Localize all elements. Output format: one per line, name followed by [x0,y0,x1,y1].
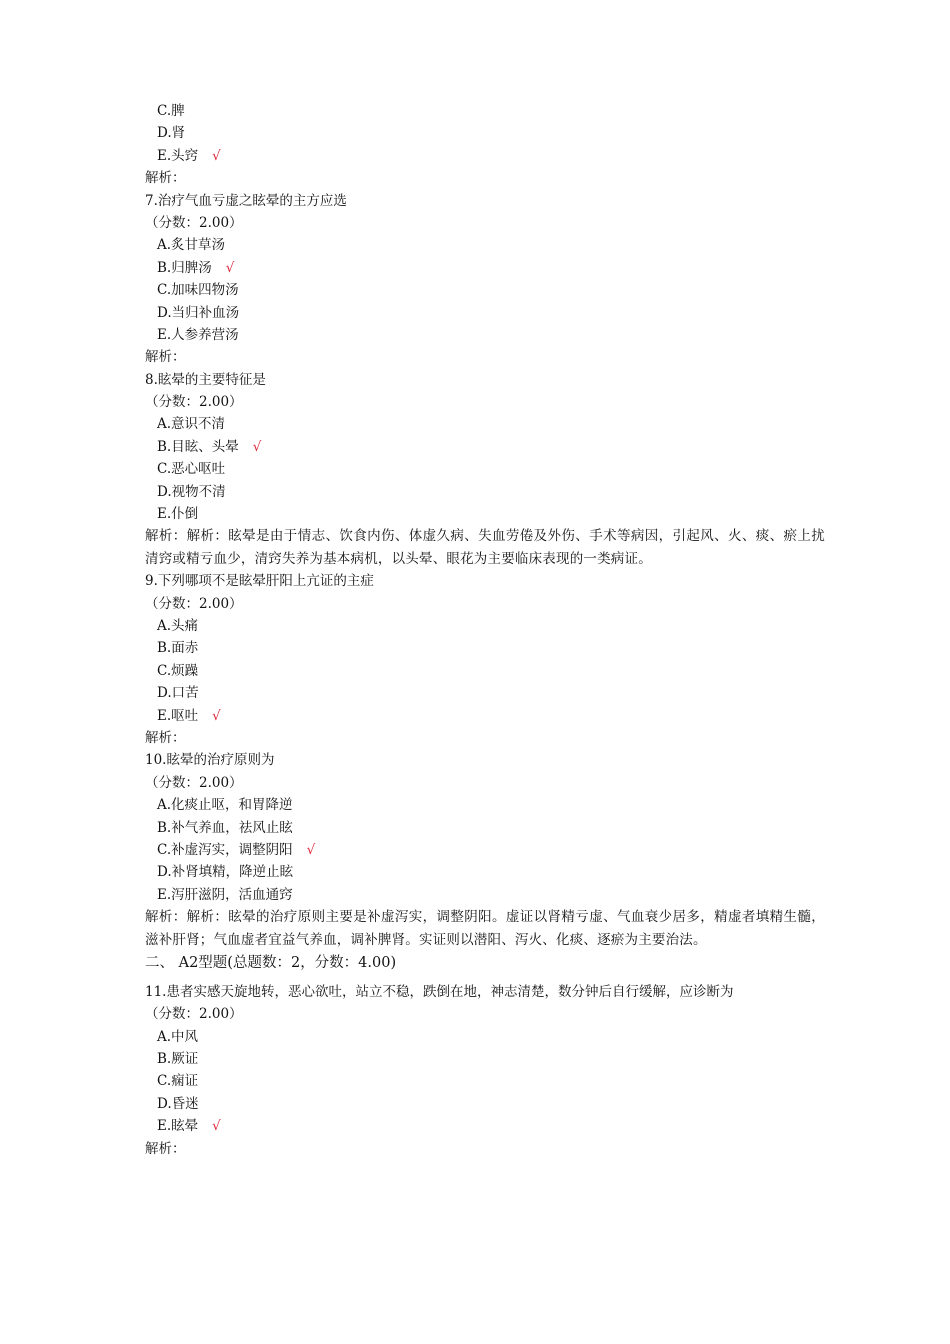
option-b: B.补气养血，祛风止眩 [157,819,293,836]
correct-check-icon: √ [306,841,316,858]
option-a: A.头痛 [157,618,199,635]
option-a: A.化痰止呕，和胃降逆 [157,797,293,814]
option-d: D.昏迷 [157,1095,199,1112]
question-6-tail [145,100,825,190]
option-c: C.烦躁 [157,662,199,679]
option-d: D.补肾填精，降逆止眩 [157,864,294,881]
analysis: 解析： [145,729,186,746]
correct-check-icon: √ [212,147,221,164]
option-d: D.视物不清 [157,483,226,500]
analysis: 解析： [145,170,186,187]
option-c: C.补虚泻实，调整阴阳 √ [157,841,316,858]
analysis: 解析： [145,349,186,366]
option-b: B.面赤 [157,640,199,657]
option-e: E.人参养营汤 [157,326,239,343]
question-10 [145,749,825,951]
option-b: B.归脾汤 √ [157,259,235,276]
question-score: （分数：2.00） [145,1006,243,1023]
option-e: E.泻肝滋阴，活血通窍 [157,886,293,903]
option-a: A.意识不清 [157,416,226,433]
option-d: D.当归补血汤 [157,304,240,321]
correct-check-icon: √ [212,1118,221,1135]
correct-check-icon: √ [225,259,235,276]
question-11 [145,981,825,1160]
question-title: 10.眩晕的治疗原则为 [145,752,275,769]
analysis: 解析： [145,1140,186,1157]
correct-check-icon: √ [252,438,262,455]
question-7 [145,190,825,369]
option-c: C.加味四物汤 [157,282,239,299]
correct-check-icon: √ [212,707,221,724]
option-c: C.恶心呕吐 [157,461,226,478]
option-a: A.中风 [157,1028,199,1045]
analysis: 解析：解析：眩晕是由于情志、饮食内伤、体虚久病、失血劳倦及外伤、手术等病因，引起风、火、痰、瘀上扰清窍或精亏血少，清窍失养为基本病机，以头晕、眼花为主要临床表现的一类病证。 [145,528,825,567]
question-score: （分数：2.00） [145,595,243,612]
section-heading: 二、 A2型题(总题数：2，分数：4.00) [145,954,397,971]
question-score: （分数：2.00） [145,214,243,231]
question-score: （分数：2.00） [145,394,243,411]
option-d: D.口苦 [157,685,199,702]
question-title: 8.眩晕的主要特征是 [145,371,266,388]
question-title: 9.下列哪项不是眩晕肝阳上亢证的主症 [145,573,374,590]
analysis: 解析：解析：眩晕的治疗原则主要是补虚泻实，调整阴阳。虚证以肾精亏虚、气血衰少居多，精虚者填精生髓，滋补肝肾；气血虚者宜益气养血，调补脾肾。实证则以潜阳、泻火、化痰、逐瘀为主要治法。 [145,909,825,948]
option-d: D.肾 [157,125,186,142]
option-b: B.厥证 [157,1051,199,1068]
option-a: A.炙甘草汤 [157,237,226,254]
option-c: C.痫证 [157,1073,199,1090]
option-b: B.目眩、头晕 √ [157,438,262,455]
question-title: 11.患者实感天旋地转，恶心欲吐，站立不稳，跌倒在地，神志清楚，数分钟后自行缓解，应诊断为 [145,983,734,1000]
question-score: （分数：2.00） [145,774,243,791]
question-title: 7.治疗气血亏虚之眩晕的主方应选 [145,192,347,209]
option-e: E.眩晕 √ [157,1118,221,1135]
option-e: E.头窍 √ [157,147,221,164]
question-8 [145,369,825,571]
exam-page [145,100,825,1160]
option-c: C.脾 [157,103,185,119]
option-e: E.仆倒 [157,506,199,523]
option-e: E.呕吐 √ [157,707,221,724]
question-9 [145,570,825,749]
